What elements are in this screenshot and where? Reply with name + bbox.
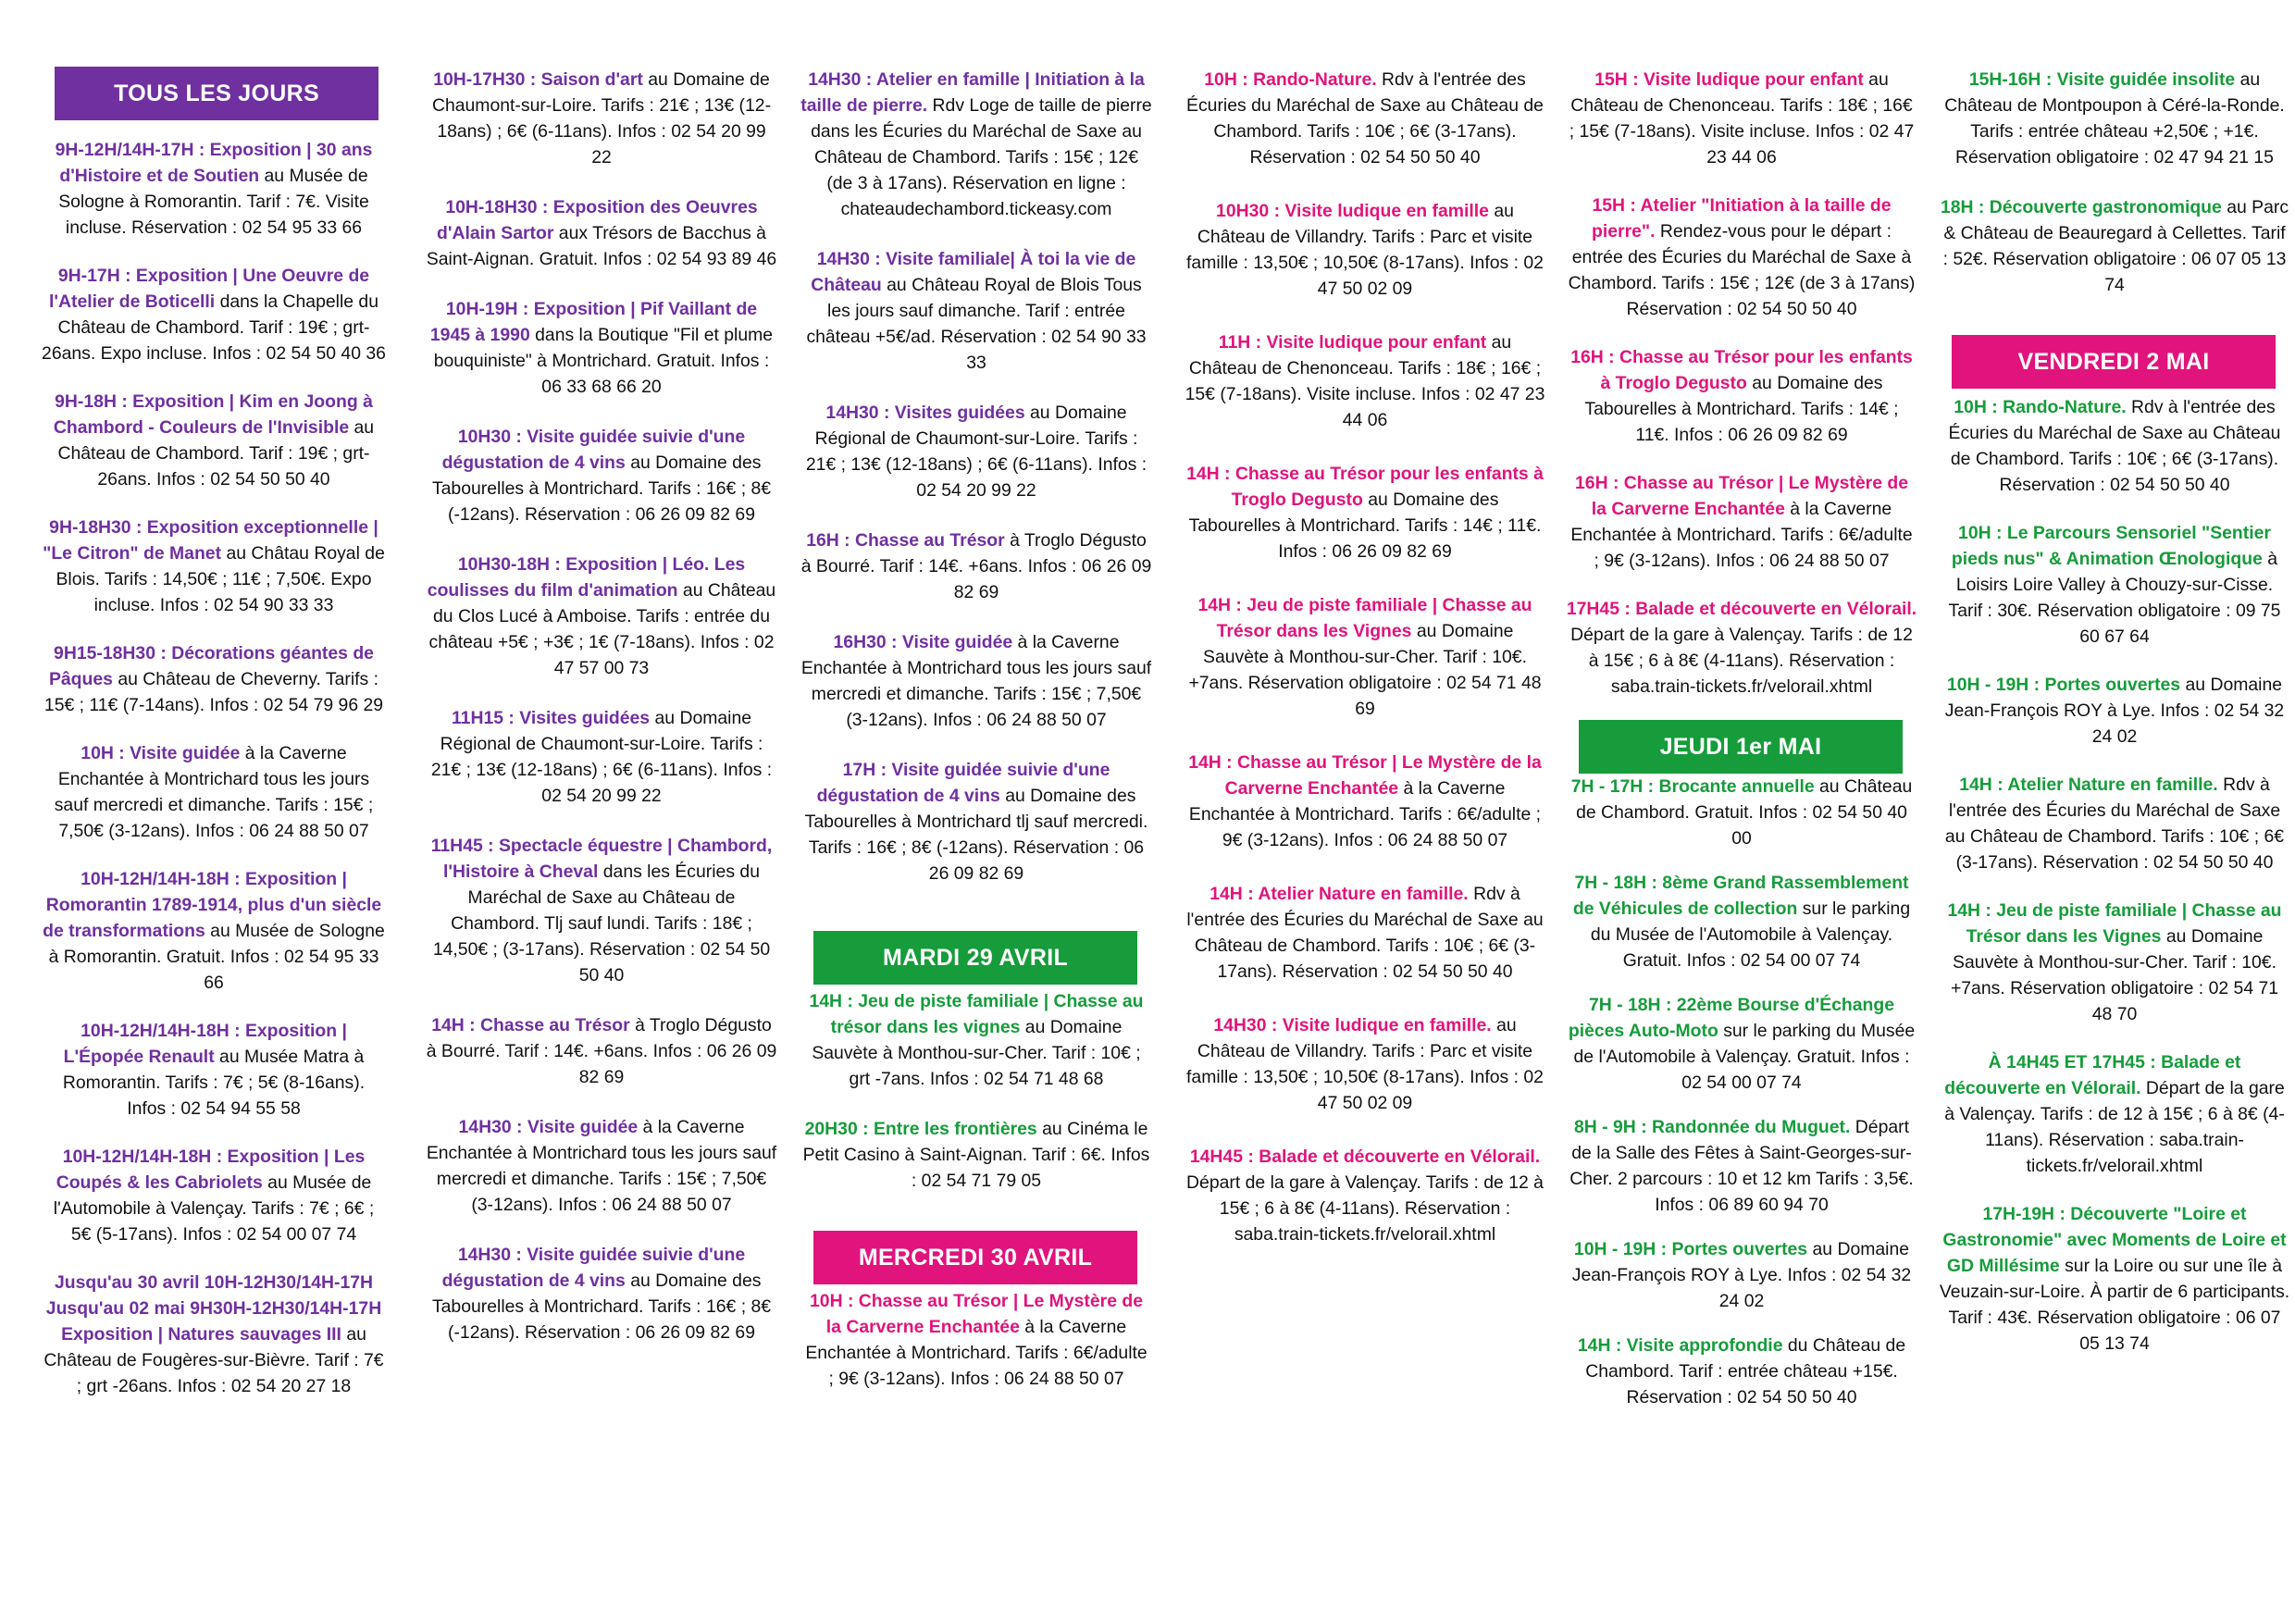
- event-details: au Domaine des Tabourelles à Montrichard tlj sauf mercredi. Tarifs : 16€ ; 8€ (-12ans). Réservation : 06 26 09 82 69: [804, 786, 1148, 884]
- col6-vendredi-event-2: [1939, 520, 2290, 650]
- col4-event-2: [1185, 198, 1545, 302]
- event-details: à la Caverne Enchantée à Montrichard tous les jours sauf mercredi et dimanche. Tarifs : 15€ ; 7,50€ (3-12ans). Infos : 06 24 88 50 07: [800, 632, 1152, 730]
- event-details: au Château du Clos Lucé à Amboise. Tarifs : entrée du château +5€ ; +3€ ; 1€ (7-18ans). Infos : 02 47 57 00 73: [428, 580, 776, 678]
- event-title: 10H-12H/14H-18H : Exposition | Les Coupés & les Cabriolets: [56, 1147, 366, 1193]
- event-title: 14H30 : Visite ludique en famille.: [1213, 1015, 1492, 1035]
- event-details: au Domaine Jean-François ROY à Lye. Infos : 02 54 32 24 02: [1571, 1239, 1912, 1311]
- event-title: 9H-18H : Exposition | Kim en Joong à Chambord - Couleurs de l'Invisible: [53, 391, 373, 438]
- event-title: 16H : Chasse au Trésor: [806, 530, 1005, 551]
- event-details: Rdv à l'entrée des Écuries du Maréchal de Saxe au Château de Chambord. Tarifs : 10€ ; 6€ (3-17ans). Réservation : 02 54 50 50 40: [1948, 397, 2281, 495]
- col5-event-2: [1566, 192, 1917, 322]
- event-details: au Domaine Jean-François ROY à Lye. Infos : 02 54 32 24 02: [1944, 675, 2285, 747]
- event-details: dans les Écuries du Maréchal de Saxe au Château de Chambord. Tlj sauf lundi. Tarifs : 18€ ; 14,50€ ; (3-17ans). Réservation : 02 54 50 50 40: [432, 862, 771, 986]
- event-details: Départ de la Salle des Fêtes à Saint-Georges-sur-Cher. 2 parcours : 10 et 12 km Tarifs : 3,5€. Infos : 06 89 60 94 70: [1569, 1117, 1914, 1215]
- event-details: sur le parking du Musée de l'Automobile à Valençay. Gratuit. Infos : 02 54 00 07 74: [1573, 1021, 1916, 1093]
- event-title: 10H : Rando-Nature.: [1204, 69, 1377, 90]
- event-details: au Domaine des Tabourelles à Montrichard. Tarifs : 16€ ; 8€ (-12ans). Réservation : 06 26 09 82 69: [431, 452, 772, 525]
- event-title: 8H - 9H : Randonnée du Muguet.: [1574, 1117, 1851, 1137]
- event-title: 15H : Visite ludique pour enfant: [1594, 69, 1864, 90]
- col2-event-3: [426, 296, 777, 400]
- col6-vendredi-event-7: [1939, 1201, 2290, 1357]
- event-title: 10H-18H30 : Exposition des Oeuvres d'Alain Sartor: [437, 197, 758, 243]
- event-details: au Parc & Château de Beauregard à Cellettes. Tarif : 52€. Réservation obligatoire : 06 07 05 13 74: [1942, 197, 2289, 295]
- banner-mercredi-30-avril: MERCREDI 30 AVRIL: [813, 1231, 1137, 1284]
- col4-event-1: [1185, 67, 1545, 170]
- column-3: [800, 67, 1152, 1392]
- event-title: 10H-12H/14H-18H : Exposition | Romorantin 1789-1914, plus d'un siècle de transformations: [43, 869, 382, 941]
- col5-jeudi-event-3: [1566, 992, 1917, 1096]
- col3-event-1: [800, 67, 1152, 222]
- event-details: au Musée de Sologne à Romorantin. Tarif : 7€. Visite incluse. Réservation : 02 54 95 33 66: [58, 166, 369, 238]
- banner-jeudi-1er-mai: JEUDI 1er MAI: [1579, 720, 1903, 774]
- event-title: 10H-19H : Exposition | Pif Vaillant de 1945 à 1990: [429, 299, 758, 345]
- col6-vendredi-event-6: [1939, 1049, 2290, 1179]
- col4-event-9: [1185, 1144, 1545, 1247]
- column-2: [426, 67, 777, 1345]
- event-details: au Musée de l'Automobile à Valençay. Tarifs : 7€ ; 6€ ; 5€ (5-17ans). Infos : 02 54 00 07 74: [53, 1172, 375, 1245]
- event-title: 10H : Le Parcours Sensoriel "Sentier pieds nus" & Animation Œnologique: [1951, 523, 2271, 569]
- col3-event-5: [800, 629, 1152, 733]
- event-details: dans la Chapelle du Château de Chambord. Tarif : 19€ ; grt-26ans. Expo incluse. Infos : 02 54 50 40 36: [42, 291, 386, 364]
- event-title: 10H : Rando-Nature.: [1954, 397, 2127, 417]
- event-title: 17H : Visite guidée suivie d'une dégustation de 4 vins: [816, 760, 1110, 806]
- col4-event-3: [1185, 329, 1545, 433]
- event-details: sur le parking du Musée de l'Automobile à Valençay. Gratuit. Infos : 02 54 00 07 74: [1590, 899, 1911, 971]
- event-details: à la Caverne Enchantée à Montrichard. Tarifs : 6€/adulte ; 9€ (3-12ans). Infos : 06 24 88 50 07: [805, 1317, 1148, 1389]
- col2-event-5: [426, 552, 777, 681]
- column-4: [1185, 67, 1545, 1247]
- col1-event-8: [42, 1018, 386, 1122]
- event-title: À 14H45 ET 17H45 : Balade et découverte en Vélorail.: [1944, 1052, 2241, 1098]
- event-details: au Château de Chenonceau. Tarifs : 18€ ; 16€ ; 15€ (7-18ans). Visite incluse. Infos : 02 47 23 44 06: [1185, 332, 1545, 430]
- event-title: 10H : Visite guidée: [81, 743, 241, 763]
- event-title: 14H : Chasse au Trésor | Le Mystère de la Carverne Enchantée: [1188, 752, 1542, 799]
- event-title: 11H45 : Spectacle équestre | Chambord, l'Histoire à Cheval: [430, 836, 773, 882]
- col4-event-7: [1185, 881, 1545, 985]
- event-title: 14H : Jeu de piste familiale | Chasse au Trésor dans les Vignes: [1947, 900, 2282, 947]
- col1-event-7: [42, 866, 386, 996]
- event-title: 14H : Visite approfondie: [1577, 1335, 1783, 1356]
- column-5: [1566, 67, 1917, 1410]
- event-title: 16H : Chasse au Trésor pour les enfants à Troglo Degusto: [1570, 347, 1913, 393]
- event-details: au Châtau Royal de Blois. Tarifs : 14,50€ ; 11€ ; 7,50€. Expo incluse. Infos : 02 54 90 33 33: [56, 543, 385, 615]
- event-details: à la Caverne Enchantée à Montrichard. Tarifs : 6€/adulte ; 9€ (3-12ans). Infos : 06 24 88 50 07: [1188, 778, 1542, 850]
- event-title: 14H30 : Visite guidée suivie d'une dégustation de 4 vins: [441, 1245, 746, 1291]
- event-title: 14H : Jeu de piste familiale | Chasse au Trésor dans les Vignes: [1197, 595, 1532, 641]
- col1-event-1: [42, 137, 386, 241]
- event-details: au Domaine des Tabourelles à Montrichard. Tarifs : 14€ ; 11€. Infos : 06 26 09 82 69: [1188, 490, 1542, 562]
- event-title: 18H : Découverte gastronomique: [1940, 197, 2222, 217]
- col6-event-1: [1939, 67, 2290, 170]
- event-details: Départ de la gare à Valençay. Tarifs : de 12 à 15€ ; 6 à 8€ (4-11ans). Réservation : saba.train-tickets.fr/velorail.xhtml: [1944, 1078, 2285, 1176]
- col1-event-9: [42, 1144, 386, 1247]
- banner-vendredi-2-mai: VENDREDI 2 MAI: [1952, 335, 2276, 389]
- event-title: 14H : Atelier Nature en famille.: [1959, 775, 2218, 795]
- event-details: au Château de Chambord. Tarif : 19€ ; grt-26ans. Infos : 02 54 50 50 40: [57, 417, 375, 490]
- event-details: au Musée Matra à Romorantin. Tarifs : 7€ ; 5€ (8-16ans). Infos : 02 54 94 55 58: [62, 1047, 366, 1119]
- event-title: 16H : Chasse au Trésor | Le Mystère de la Carverne Enchantée: [1575, 473, 1908, 519]
- event-title: 10H-17H30 : Saison d'art: [433, 69, 643, 90]
- event-details: du Château de Chambord. Tarif : entrée château +15€. Réservation : 02 54 50 50 40: [1585, 1335, 1906, 1407]
- event-details: Départ de la gare à Valençay. Tarifs : de 12 à 15€ ; 6 à 8€ (4-11ans). Réservation : saba.train-tickets.fr/velorail.xhtml: [1570, 625, 1913, 697]
- event-details: à Troglo Dégusto à Bourré. Tarif : 14€. +6ans. Infos : 06 26 09 82 69: [800, 530, 1152, 602]
- col5-jeudi-event-5: [1566, 1236, 1917, 1314]
- col2-event-2: [426, 194, 777, 272]
- event-details: au Château de Montpoupon à Céré-la-Ronde. Tarifs : entrée château +2,50€ ; +1€. Réservation obligatoire : 02 47 94 21 15: [1944, 69, 2285, 167]
- event-details: Rdv Loge de taille de pierre dans les Écuries du Maréchal de Saxe au Château de Chambord. Tarifs : 15€ ; 12€ (de 3 à 17ans). Réservation en ligne : chateaudechambord.tickeasy.com: [811, 95, 1152, 219]
- col3-event-3: [800, 400, 1152, 503]
- col3-mardi-event-2: [800, 1116, 1152, 1194]
- event-details: Rdv à l'entrée des Écuries du Maréchal de Saxe au Château de Chambord. Tarifs : 10€ ; 6€ (3-17ans). Réservation : 02 54 50 50 40: [1186, 69, 1544, 167]
- event-details: dans la Boutique "Fil et plume bouquiniste" à Montrichard. Gratuit. Infos : 06 33 68 66 20: [433, 325, 774, 397]
- col6-vendredi-event-5: [1939, 898, 2290, 1027]
- col3-mercredi-event-1: [800, 1288, 1152, 1392]
- col3-mardi-event-1: [800, 988, 1152, 1092]
- event-title: Jusqu'au 30 avril 10H-12H30/14H-17H Jusqu'au 02 mai 9H30H-12H30/14H-17H Exposition | Natures sauvages III: [45, 1272, 382, 1345]
- col1-event-2: [42, 263, 386, 366]
- col1-event-10: [42, 1270, 386, 1399]
- event-details: à Loisirs Loire Valley à Chouzy-sur-Cisse. Tarif : 30€. Réservation obligatoire : 09 75 60 67 64: [1948, 549, 2281, 647]
- banner-tous-les-jours: TOUS LES JOURS: [55, 67, 378, 120]
- column-6: [1939, 67, 2290, 1357]
- event-details: au Domaine Sauvète à Monthou-sur-Cher. Tarif : 10€. +7ans. Réservation obligatoire : 02 54 71 48 70: [1950, 926, 2279, 1024]
- event-title: 9H-12H/14H-17H : Exposition | 30 ans d'Histoire et de Soutien: [55, 140, 373, 186]
- event-details: aux Trésors de Bacchus à Saint-Aignan. Gratuit. Infos : 02 54 93 89 46: [426, 223, 777, 269]
- event-title: 7H - 18H : 8ème Grand Rassemblement de Véhicules de collection: [1572, 873, 1909, 919]
- event-title: 16H30 : Visite guidée: [833, 632, 1013, 652]
- event-details: au Château de Villandry. Tarifs : Parc et visite famille : 13,50€ ; 10,50€ (8-17ans). Infos : 02 47 50 02 09: [1186, 1015, 1544, 1113]
- event-title: 14H30 : Visites guidées: [825, 403, 1025, 423]
- event-details: sur la Loire ou sur une île à Veuzain-sur-Loire. À partir de 6 participants. Tarif : 43€. Réservation obligatoire : 06 07 05 13 74: [1939, 1256, 2290, 1354]
- col4-event-5: [1185, 592, 1545, 722]
- col3-event-2: [800, 246, 1152, 376]
- col4-event-8: [1185, 1012, 1545, 1116]
- event-details: au Domaine Sauvète à Monthou-sur-Cher. Tarif : 10€ ; grt -7ans. Infos : 02 54 71 48 68: [812, 1017, 1141, 1089]
- event-title: 14H30 : Atelier en famille | Initiation à la taille de pierre.: [800, 69, 1145, 116]
- col5-jeudi-event-4: [1566, 1114, 1917, 1218]
- event-title: 20H30 : Entre les frontières: [804, 1119, 1037, 1139]
- event-details: à Troglo Dégusto à Bourré. Tarif : 14€. +6ans. Infos : 06 26 09 82 69: [426, 1015, 777, 1087]
- event-details: au Château de Villandry. Tarifs : Parc et visite famille : 13,50€ ; 10,50€ (8-17ans). Infos : 02 47 50 02 09: [1186, 201, 1544, 299]
- event-title: 7H - 18H : 22ème Bourse d'Échange pièces Auto-Moto: [1568, 995, 1895, 1041]
- event-title: 10H - 19H : Portes ouvertes: [1573, 1239, 1808, 1259]
- event-details: au Domaine Régional de Chaumont-sur-Loire. Tarifs : 21€ ; 13€ (12-18ans) ; 6€ (6-11ans). Infos : 02 54 20 99 22: [805, 403, 1148, 501]
- event-title: 17H-19H : Découverte "Loire et Gastronomie" avec Moments de Loire et GD Millésime: [1942, 1204, 2287, 1276]
- event-details: au Château Royal de Blois Tous les jours sauf dimanche. Tarif : entrée château +5€/ad. Réservation : 02 54 90 33 33: [806, 275, 1147, 373]
- col5-event-5: [1566, 596, 1917, 700]
- event-title: 14H : Chasse au Trésor pour les enfants à Troglo Degusto: [1186, 464, 1544, 510]
- event-title: 9H-18H30 : Exposition exceptionnelle | "Le Citron" de Manet: [43, 517, 378, 564]
- event-title: 10H30 : Visite ludique en famille: [1216, 201, 1489, 221]
- event-title: 14H30 : Visite familiale| À toi la vie de Château: [811, 249, 1136, 295]
- event-title: 17H45 : Balade et découverte en Vélorail.: [1566, 599, 1917, 619]
- col2-event-10: [426, 1242, 777, 1345]
- event-details: au Château de Cheverny. Tarifs : 15€ ; 11€ (7-14ans). Infos : 02 54 79 96 29: [43, 669, 384, 715]
- event-title: 14H : Jeu de piste familiale | Chasse au trésor dans les vignes: [809, 991, 1144, 1037]
- event-details: au Domaine des Tabourelles à Montrichard. Tarifs : 14€ ; 11€. Infos : 06 26 09 82 69: [1584, 373, 1899, 445]
- event-title: 14H : Chasse au Trésor: [431, 1015, 630, 1035]
- col6-vendredi-event-1: [1939, 394, 2290, 498]
- col2-event-6: [426, 705, 777, 809]
- col1-event-4: [42, 514, 386, 618]
- event-title: 10H30 : Visite guidée suivie d'une dégustation de 4 vins: [441, 427, 746, 473]
- event-title: 10H30-18H : Exposition | Léo. Les coulisses du film d'animation: [427, 554, 746, 601]
- col6-vendredi-event-3: [1939, 672, 2290, 750]
- event-details: Départ de la gare à Valençay. Tarifs : de 12 à 15€ ; 6 à 8€ (4-11ans). Réservation : saba.train-tickets.fr/velorail.xhtml: [1186, 1172, 1544, 1245]
- event-title: 14H : Atelier Nature en famille.: [1210, 884, 1469, 904]
- event-details: au Cinéma le Petit Casino à Saint-Aignan. Tarif : 6€. Infos : 02 54 71 79 05: [802, 1119, 1150, 1191]
- event-title: 10H : Chasse au Trésor | Le Mystère de la Carverne Enchantée: [810, 1291, 1143, 1337]
- event-title: 10H-12H/14H-18H : Exposition | L'Épopée Renault: [63, 1021, 347, 1067]
- event-details: au Domaine des Tabourelles à Montrichard. Tarifs : 16€ ; 8€ (-12ans). Réservation : 06 26 09 82 69: [431, 1271, 772, 1343]
- col1-event-5: [42, 640, 386, 718]
- column-1: [42, 67, 386, 1399]
- col1-event-3: [42, 389, 386, 492]
- event-details: à la Caverne Enchantée à Montrichard tous les jours sauf mercredi et dimanche. Tarifs : 15€ ; 7,50€ (3-12ans). Infos : 06 24 88 50 07: [426, 1117, 777, 1215]
- banner-mardi-29-avril: MARDI 29 AVRIL: [813, 931, 1137, 985]
- col2-event-7: [426, 833, 777, 988]
- col5-event-1: [1566, 67, 1917, 170]
- event-details: Rdv à l'entrée des Écuries du Maréchal de Saxe au Château de Chambord. Tarifs : 10€ ; 6€ (3-17ans). Réservation : 02 54 50 50 40: [1186, 884, 1544, 982]
- col5-event-4: [1566, 470, 1917, 574]
- event-title: 10H - 19H : Portes ouvertes: [1946, 675, 2181, 695]
- event-details: Rdv à l'entrée des Écuries du Maréchal de Saxe au Château de Chambord. Tarifs : 10€ ; 6€ (3-17ans). Réservation : 02 54 50 50 40: [1944, 775, 2285, 873]
- event-title: 14H45 : Balade et découverte en Vélorail.: [1189, 1147, 1541, 1167]
- event-title: 15H : Atelier "Initiation à la taille de pierre".: [1592, 195, 1892, 242]
- event-title: 11H15 : Visites guidées: [451, 708, 651, 728]
- event-details: à la Caverne Enchantée à Montrichard. Tarifs : 6€/adulte ; 9€ (3-12ans). Infos : 06 24 88 50 07: [1570, 499, 1913, 571]
- event-details: au Musée de Sologne à Romorantin. Gratuit. Infos : 02 54 95 33 66: [48, 921, 385, 993]
- event-details: à la Caverne Enchantée à Montrichard tous les jours sauf mercredi et dimanche. Tarifs : 15€ ; 7,50€ (3-12ans). Infos : 06 24 88 50 07: [54, 743, 374, 841]
- col3-event-6: [800, 757, 1152, 886]
- col2-event-4: [426, 424, 777, 527]
- event-details: Rendez-vous pour le départ : entrée des Écuries du Maréchal de Saxe à Chambord. Tarifs : 15€ ; 12€ (de 3 à 17ans) Réservation : 02 54 50 50 40: [1568, 221, 1916, 319]
- event-title: 14H30 : Visite guidée: [458, 1117, 639, 1137]
- col2-event-1: [426, 67, 777, 170]
- col2-event-9: [426, 1114, 777, 1218]
- col2-event-8: [426, 1012, 777, 1090]
- col5-jeudi-event-1: [1566, 774, 1917, 851]
- event-details: au Château de Fougères-sur-Bièvre. Tarif : 7€ ; grt -26ans. Infos : 02 54 20 27 18: [43, 1324, 384, 1396]
- event-title: 15H-16H : Visite guidée insolite: [1968, 69, 2236, 90]
- col5-jeudi-event-2: [1566, 870, 1917, 973]
- col3-event-4: [800, 527, 1152, 605]
- event-title: 9H-17H : Exposition | Une Oeuvre de l'Atelier de Boticelli: [49, 266, 370, 312]
- col4-event-6: [1185, 750, 1545, 853]
- col5-event-3: [1566, 344, 1917, 448]
- event-details: au Château de Chambord. Gratuit. Infos : 02 54 50 40 00: [1576, 776, 1913, 849]
- event-details: au Domaine de Chaumont-sur-Loire. Tarifs : 21€ ; 13€ (12-18ans) ; 6€ (6-11ans). Infos : 02 54 20 99 22: [431, 69, 772, 167]
- col6-vendredi-event-4: [1939, 772, 2290, 875]
- col1-event-6: [42, 740, 386, 844]
- col4-event-4: [1185, 461, 1545, 564]
- event-title: 9H15-18H30 : Décorations géantes de Pâques: [48, 643, 374, 689]
- col6-event-2: [1939, 194, 2290, 298]
- event-title: 11H : Visite ludique pour enfant: [1218, 332, 1487, 353]
- event-title: 7H - 17H : Brocante annuelle: [1570, 776, 1815, 797]
- event-details: au Domaine Sauvète à Monthou-sur-Cher. Tarif : 10€. +7ans. Réservation obligatoire : 02 54 71 48 69: [1188, 621, 1542, 719]
- col5-jeudi-event-6: [1566, 1333, 1917, 1410]
- event-details: au Domaine Régional de Chaumont-sur-Loire. Tarifs : 21€ ; 13€ (12-18ans) ; 6€ (6-11ans). Infos : 02 54 20 99 22: [430, 708, 773, 806]
- event-details: au Château de Chenonceau. Tarifs : 18€ ; 16€ ; 15€ (7-18ans). Visite incluse. Infos : 02 47 23 44 06: [1569, 69, 1915, 167]
